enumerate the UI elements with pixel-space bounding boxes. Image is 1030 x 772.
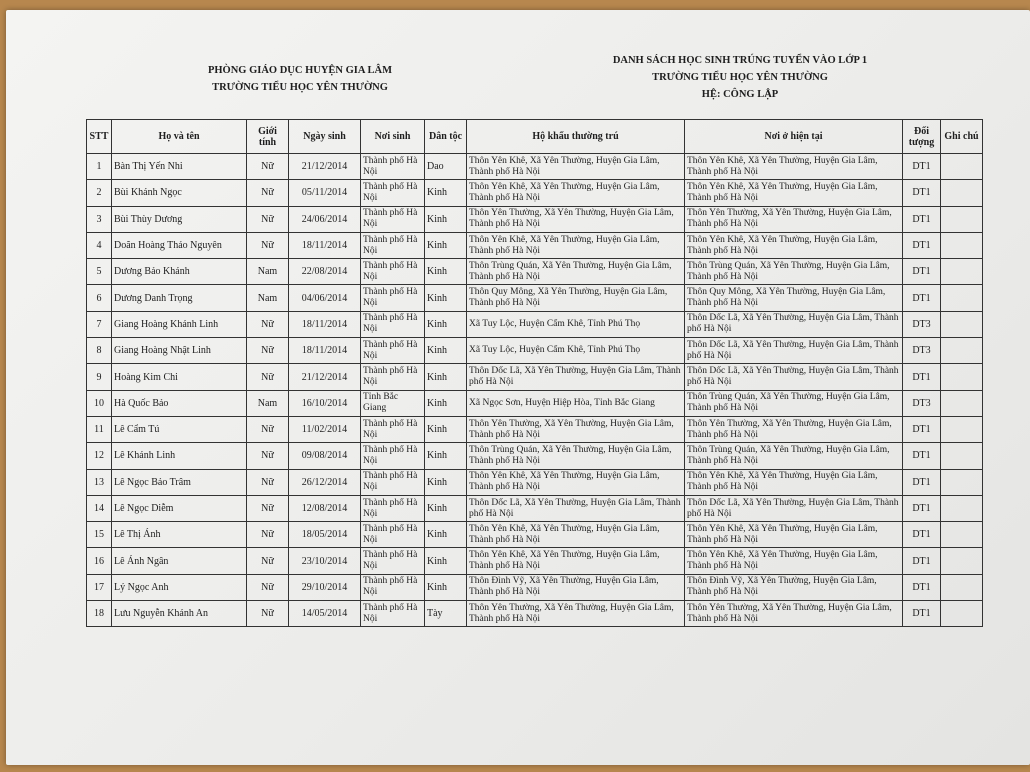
table-row — [87, 495, 983, 521]
cell-name: Lê Cẩm Tú — [112, 416, 247, 442]
table-row — [87, 574, 983, 600]
cell-ethnicity: Kinh — [425, 416, 467, 442]
cell-gender: Nữ — [247, 574, 289, 600]
col-header-notes: Ghi chú — [941, 120, 983, 154]
cell-name: Lý Ngọc Anh — [112, 574, 247, 600]
cell-stt: 2 — [87, 180, 112, 206]
col-header-permanent-address: Hộ khẩu thường trú — [467, 120, 685, 154]
cell-category: DT1 — [903, 180, 941, 206]
cell-gender: Nữ — [247, 311, 289, 337]
cell-name: Giang Hoàng Nhật Linh — [112, 338, 247, 364]
cell-permanent-address: Thôn Yên Khê, Xã Yên Thường, Huyện Gia Lâm, Thành phố Hà Nội — [467, 469, 685, 495]
cell-dob: 09/08/2014 — [289, 443, 361, 469]
table-row — [87, 548, 983, 574]
cell-notes — [941, 574, 983, 600]
cell-dob: 18/11/2014 — [289, 311, 361, 337]
cell-notes — [941, 232, 983, 258]
cell-ethnicity: Kinh — [425, 338, 467, 364]
cell-notes — [941, 311, 983, 337]
cell-dob: 18/11/2014 — [289, 338, 361, 364]
cell-name: Dương Bảo Khánh — [112, 259, 247, 285]
cell-name: Bàn Thị Yến Nhi — [112, 154, 247, 180]
cell-ethnicity: Kinh — [425, 495, 467, 521]
cell-gender: Nữ — [247, 232, 289, 258]
cell-birthplace: Thành phố Hà Nội — [361, 206, 425, 232]
table-row — [87, 259, 983, 285]
cell-current-address: Thôn Đình Vỹ, Xã Yên Thường, Huyện Gia Lâm, Thành phố Hà Nội — [685, 574, 903, 600]
col-header-category: Đối tượng — [903, 120, 941, 154]
cell-name: Bùi Khánh Ngọc — [112, 180, 247, 206]
cell-birthplace: Thành phố Hà Nội — [361, 443, 425, 469]
col-header-current-address: Nơi ở hiện tại — [685, 120, 903, 154]
col-header-birthplace: Nơi sinh — [361, 120, 425, 154]
cell-gender: Nữ — [247, 416, 289, 442]
cell-gender: Nữ — [247, 522, 289, 548]
cell-ethnicity: Kinh — [425, 469, 467, 495]
cell-current-address: Thôn Dốc Lã, Xã Yên Thường, Huyện Gia Lâm, Thành phố Hà Nội — [685, 364, 903, 390]
cell-ethnicity: Kinh — [425, 232, 467, 258]
cell-ethnicity: Kinh — [425, 443, 467, 469]
student-table — [86, 119, 983, 627]
cell-ethnicity: Kinh — [425, 574, 467, 600]
table-row — [87, 338, 983, 364]
department-title: PHÒNG GIÁO DỤC HUYỆN GIA LÂM — [207, 65, 393, 76]
table-row — [87, 311, 983, 337]
cell-current-address: Thôn Trùng Quán, Xã Yên Thường, Huyện Gia Lâm, Thành phố Hà Nội — [685, 443, 903, 469]
cell-stt: 12 — [87, 443, 112, 469]
col-header-name: Họ và tên — [112, 120, 247, 154]
cell-dob: 23/10/2014 — [289, 548, 361, 574]
cell-category: DT1 — [903, 364, 941, 390]
cell-gender: Nữ — [247, 548, 289, 574]
cell-permanent-address: Thôn Quy Mông, Xã Yên Thường, Huyện Gia Lâm, Thành phố Hà Nội — [467, 285, 685, 311]
col-header-dob: Ngày sinh — [289, 120, 361, 154]
cell-name: Lê Ánh Ngân — [112, 548, 247, 574]
cell-current-address: Thôn Yên Khê, Xã Yên Thường, Huyện Gia Lâm, Thành phố Hà Nội — [685, 180, 903, 206]
list-header — [590, 52, 890, 103]
cell-current-address: Thôn Yên Khê, Xã Yên Thường, Huyện Gia Lâm, Thành phố Hà Nội — [685, 232, 903, 258]
cell-stt: 11 — [87, 416, 112, 442]
cell-stt: 8 — [87, 338, 112, 364]
cell-notes — [941, 390, 983, 416]
cell-stt: 15 — [87, 522, 112, 548]
table-row — [87, 416, 983, 442]
cell-permanent-address: Thôn Yên Khê, Xã Yên Thường, Huyện Gia Lâm, Thành phố Hà Nội — [467, 522, 685, 548]
cell-current-address: Thôn Yên Thường, Xã Yên Thường, Huyện Gia Lâm, Thành phố Hà Nội — [685, 416, 903, 442]
cell-ethnicity: Kinh — [425, 548, 467, 574]
table-row — [87, 601, 983, 627]
cell-permanent-address: Thôn Yên Thường, Xã Yên Thường, Huyện Gia Lâm, Thành phố Hà Nội — [467, 601, 685, 627]
cell-birthplace: Thành phố Hà Nội — [361, 311, 425, 337]
cell-birthplace: Thành phố Hà Nội — [361, 548, 425, 574]
cell-permanent-address: Thôn Yên Khê, Xã Yên Thường, Huyện Gia Lâm, Thành phố Hà Nội — [467, 232, 685, 258]
cell-category: DT1 — [903, 601, 941, 627]
cell-stt: 1 — [87, 154, 112, 180]
cell-current-address: Thôn Dốc Lã, Xã Yên Thường, Huyện Gia Lâm, Thành phố Hà Nội — [685, 338, 903, 364]
cell-dob: 16/10/2014 — [289, 390, 361, 416]
cell-birthplace: Thành phố Hà Nội — [361, 232, 425, 258]
cell-birthplace: Thành phố Hà Nội — [361, 259, 425, 285]
cell-name: Hoàng Kim Chi — [112, 364, 247, 390]
cell-dob: 21/12/2014 — [289, 154, 361, 180]
cell-gender: Nữ — [247, 180, 289, 206]
cell-current-address: Thôn Dốc Lã, Xã Yên Thường, Huyện Gia Lâm, Thành phố Hà Nội — [685, 495, 903, 521]
list-system: HỆ: CÔNG LẬP — [701, 89, 779, 100]
cell-permanent-address: Thôn Trùng Quán, Xã Yên Thường, Huyện Gia Lâm, Thành phố Hà Nội — [467, 259, 685, 285]
cell-birthplace: Thành phố Hà Nội — [361, 364, 425, 390]
cell-ethnicity: Kinh — [425, 285, 467, 311]
cell-gender: Nữ — [247, 601, 289, 627]
cell-notes — [941, 469, 983, 495]
cell-current-address: Thôn Quy Mông, Xã Yên Thường, Huyện Gia Lâm, Thành phố Hà Nội — [685, 285, 903, 311]
cell-category: DT1 — [903, 259, 941, 285]
cell-dob: 26/12/2014 — [289, 469, 361, 495]
table-body — [87, 154, 983, 627]
cell-notes — [941, 548, 983, 574]
cell-ethnicity: Kinh — [425, 311, 467, 337]
cell-category: DT1 — [903, 416, 941, 442]
table-row — [87, 522, 983, 548]
cell-permanent-address: Thôn Yên Khê, Xã Yên Thường, Huyện Gia Lâm, Thành phố Hà Nội — [467, 548, 685, 574]
cell-ethnicity: Kinh — [425, 522, 467, 548]
col-header-ethnicity: Dân tộc — [425, 120, 467, 154]
cell-gender: Nữ — [247, 338, 289, 364]
cell-name: Doãn Hoàng Thảo Nguyên — [112, 232, 247, 258]
school-header — [175, 62, 425, 96]
cell-birthplace: Thành phố Hà Nội — [361, 416, 425, 442]
cell-birthplace: Thành phố Hà Nội — [361, 469, 425, 495]
cell-permanent-address: Thôn Dốc Lã, Xã Yên Thường, Huyện Gia Lâm, Thành phố Hà Nội — [467, 364, 685, 390]
cell-name: Lê Ngọc Diễm — [112, 495, 247, 521]
cell-current-address: Thôn Yên Khê, Xã Yên Thường, Huyện Gia Lâm, Thành phố Hà Nội — [685, 522, 903, 548]
cell-notes — [941, 180, 983, 206]
cell-current-address: Thôn Trùng Quán, Xã Yên Thường, Huyện Gia Lâm, Thành phố Hà Nội — [685, 390, 903, 416]
cell-stt: 6 — [87, 285, 112, 311]
cell-birthplace: Thành phố Hà Nội — [361, 338, 425, 364]
cell-name: Lưu Nguyễn Khánh An — [112, 601, 247, 627]
cell-name: Bùi Thùy Dương — [112, 206, 247, 232]
cell-dob: 12/08/2014 — [289, 495, 361, 521]
cell-current-address: Thôn Dốc Lã, Xã Yên Thường, Huyện Gia Lâm, Thành phố Hà Nội — [685, 311, 903, 337]
cell-notes — [941, 285, 983, 311]
cell-gender: Nam — [247, 259, 289, 285]
cell-name: Dương Danh Trọng — [112, 285, 247, 311]
table-row — [87, 285, 983, 311]
cell-gender: Nữ — [247, 206, 289, 232]
cell-notes — [941, 443, 983, 469]
cell-notes — [941, 338, 983, 364]
table-row — [87, 154, 983, 180]
cell-birthplace: Thành phố Hà Nội — [361, 601, 425, 627]
cell-category: DT3 — [903, 338, 941, 364]
cell-name: Lê Ngọc Bảo Trâm — [112, 469, 247, 495]
cell-dob: 29/10/2014 — [289, 574, 361, 600]
table-row — [87, 390, 983, 416]
cell-stt: 7 — [87, 311, 112, 337]
cell-dob: 11/02/2014 — [289, 416, 361, 442]
cell-notes — [941, 416, 983, 442]
cell-dob: 05/11/2014 — [289, 180, 361, 206]
cell-current-address: Thôn Yên Thường, Xã Yên Thường, Huyện Gia Lâm, Thành phố Hà Nội — [685, 206, 903, 232]
col-header-gender: Giới tính — [247, 120, 289, 154]
table-row — [87, 443, 983, 469]
cell-permanent-address: Thôn Trùng Quán, Xã Yên Thường, Huyện Gia Lâm, Thành phố Hà Nội — [467, 443, 685, 469]
table-row — [87, 364, 983, 390]
cell-dob: 04/06/2014 — [289, 285, 361, 311]
cell-birthplace: Thành phố Hà Nội — [361, 180, 425, 206]
cell-gender: Nữ — [247, 495, 289, 521]
cell-birthplace: Thành phố Hà Nội — [361, 285, 425, 311]
cell-stt: 14 — [87, 495, 112, 521]
cell-permanent-address: Thôn Yên Khê, Xã Yên Thường, Huyện Gia Lâm, Thành phố Hà Nội — [467, 154, 685, 180]
cell-gender: Nữ — [247, 154, 289, 180]
cell-stt: 18 — [87, 601, 112, 627]
table-row — [87, 206, 983, 232]
cell-category: DT1 — [903, 443, 941, 469]
table-row — [87, 232, 983, 258]
list-title: DANH SÁCH HỌC SINH TRÚNG TUYỂN VÀO LỚP 1 — [612, 55, 868, 66]
col-header-stt: STT — [87, 120, 112, 154]
cell-birthplace: Thành phố Hà Nội — [361, 574, 425, 600]
cell-stt: 16 — [87, 548, 112, 574]
cell-name: Lê Khánh Linh — [112, 443, 247, 469]
cell-category: DT1 — [903, 232, 941, 258]
cell-stt: 10 — [87, 390, 112, 416]
cell-ethnicity: Kinh — [425, 259, 467, 285]
cell-gender: Nữ — [247, 364, 289, 390]
cell-current-address: Thôn Trùng Quán, Xã Yên Thường, Huyện Gia Lâm, Thành phố Hà Nội — [685, 259, 903, 285]
cell-name: Hà Quốc Bảo — [112, 390, 247, 416]
cell-category: DT1 — [903, 206, 941, 232]
cell-dob: 24/06/2014 — [289, 206, 361, 232]
cell-dob: 18/05/2014 — [289, 522, 361, 548]
cell-stt: 17 — [87, 574, 112, 600]
cell-gender: Nam — [247, 285, 289, 311]
cell-birthplace: Thành phố Hà Nội — [361, 495, 425, 521]
cell-permanent-address: Thôn Dốc Lã, Xã Yên Thường, Huyện Gia Lâm, Thành phố Hà Nội — [467, 495, 685, 521]
cell-current-address: Thôn Yên Thường, Xã Yên Thường, Huyện Gia Lâm, Thành phố Hà Nội — [685, 601, 903, 627]
list-school-name: TRƯỜNG TIỂU HỌC YÊN THƯỜNG — [652, 72, 828, 83]
cell-permanent-address: Thôn Yên Thường, Xã Yên Thường, Huyện Gia Lâm, Thành phố Hà Nội — [467, 416, 685, 442]
cell-name: Lê Thị Ánh — [112, 522, 247, 548]
cell-notes — [941, 259, 983, 285]
cell-ethnicity: Kinh — [425, 390, 467, 416]
cell-stt: 5 — [87, 259, 112, 285]
cell-notes — [941, 522, 983, 548]
cell-current-address: Thôn Yên Khê, Xã Yên Thường, Huyện Gia Lâm, Thành phố Hà Nội — [685, 548, 903, 574]
cell-permanent-address: Thôn Yên Thường, Xã Yên Thường, Huyện Gia Lâm, Thành phố Hà Nội — [467, 206, 685, 232]
cell-permanent-address: Xã Tuy Lộc, Huyện Cẩm Khê, Tỉnh Phú Thọ — [467, 338, 685, 364]
cell-category: DT1 — [903, 495, 941, 521]
cell-category: DT3 — [903, 311, 941, 337]
cell-dob: 21/12/2014 — [289, 364, 361, 390]
cell-notes — [941, 364, 983, 390]
cell-notes — [941, 154, 983, 180]
cell-gender: Nữ — [247, 443, 289, 469]
cell-stt: 4 — [87, 232, 112, 258]
cell-ethnicity: Tày — [425, 601, 467, 627]
cell-birthplace: Thành phố Hà Nội — [361, 154, 425, 180]
cell-stt: 3 — [87, 206, 112, 232]
cell-birthplace: Tỉnh Bắc Giang — [361, 390, 425, 416]
cell-stt: 9 — [87, 364, 112, 390]
cell-category: DT1 — [903, 154, 941, 180]
cell-permanent-address: Thôn Yên Khê, Xã Yên Thường, Huyện Gia Lâm, Thành phố Hà Nội — [467, 180, 685, 206]
cell-gender: Nữ — [247, 469, 289, 495]
cell-ethnicity: Kinh — [425, 206, 467, 232]
cell-ethnicity: Kinh — [425, 364, 467, 390]
cell-birthplace: Thành phố Hà Nội — [361, 522, 425, 548]
cell-category: DT1 — [903, 285, 941, 311]
cell-gender: Nam — [247, 390, 289, 416]
school-name: TRƯỜNG TIỂU HỌC YÊN THƯỜNG — [212, 82, 388, 93]
cell-notes — [941, 601, 983, 627]
cell-notes — [941, 206, 983, 232]
cell-notes — [941, 495, 983, 521]
cell-current-address: Thôn Yên Khê, Xã Yên Thường, Huyện Gia Lâm, Thành phố Hà Nội — [685, 469, 903, 495]
table-row — [87, 469, 983, 495]
cell-dob: 18/11/2014 — [289, 232, 361, 258]
cell-ethnicity: Kinh — [425, 180, 467, 206]
cell-category: DT1 — [903, 469, 941, 495]
cell-permanent-address: Xã Tuy Lộc, Huyện Cẩm Khê, Tỉnh Phú Thọ — [467, 311, 685, 337]
table-row — [87, 180, 983, 206]
cell-category: DT1 — [903, 522, 941, 548]
cell-ethnicity: Dao — [425, 154, 467, 180]
table-header-row — [87, 120, 983, 154]
cell-category: DT3 — [903, 390, 941, 416]
cell-stt: 13 — [87, 469, 112, 495]
cell-permanent-address: Thôn Đình Vỹ, Xã Yên Thường, Huyện Gia Lâm, Thành phố Hà Nội — [467, 574, 685, 600]
cell-permanent-address: Xã Ngọc Sơn, Huyện Hiệp Hòa, Tỉnh Bắc Giang — [467, 390, 685, 416]
cell-category: DT1 — [903, 574, 941, 600]
cell-dob: 14/05/2014 — [289, 601, 361, 627]
cell-name: Giang Hoàng Khánh Linh — [112, 311, 247, 337]
cell-dob: 22/08/2014 — [289, 259, 361, 285]
cell-category: DT1 — [903, 548, 941, 574]
cell-current-address: Thôn Yên Khê, Xã Yên Thường, Huyện Gia Lâm, Thành phố Hà Nội — [685, 154, 903, 180]
